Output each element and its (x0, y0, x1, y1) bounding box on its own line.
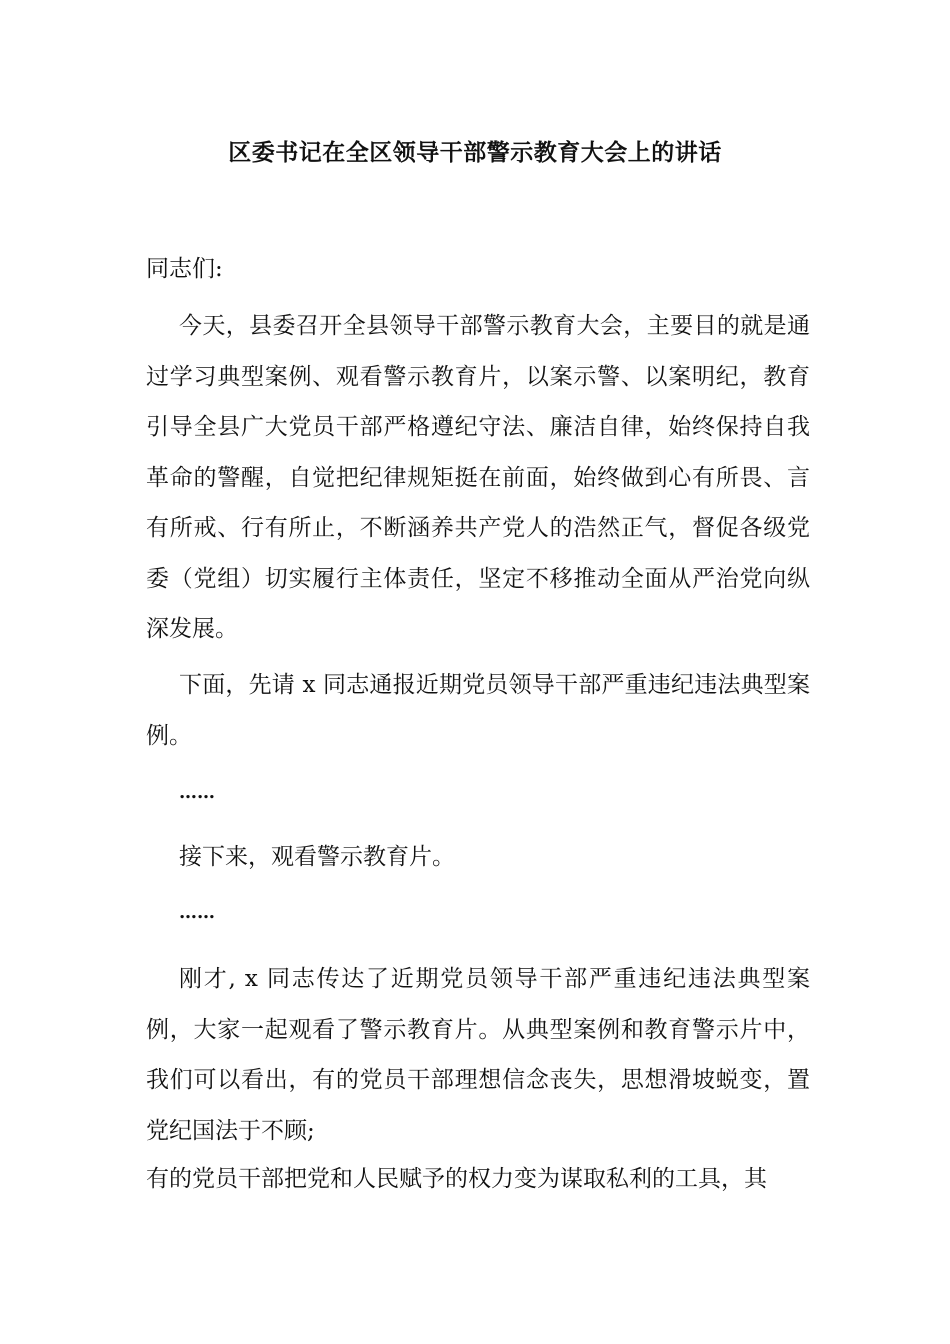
ellipsis-1: …… (179, 782, 215, 803)
ellipsis-2: …… (179, 902, 215, 923)
document-title: 区委书记在全区领导干部警示教育大会上的讲话 (228, 140, 722, 166)
paragraph-video: 接下来，观看警示教育片。 (179, 844, 455, 870)
paragraph-continued: 有的党员干部把党和人民赋予的权力变为谋取私利的工具，其 (146, 1166, 767, 1192)
paragraph-case-report: 下面，先请 x 同志通报近期党员领导干部严重违纪违法典型案例。 (146, 672, 810, 749)
paragraph-summary: 刚才, x 同志传达了近期党员领导干部严重违纪违法典型案例，大家一起观看了警示教育片。从典型案例和教育警示片中，我们可以看出，有的党员干部理想信念丧失，思想滑坡蜕变，置党纪国法于不顾; (146, 966, 810, 1144)
salutation: 同志们: (146, 256, 223, 282)
paragraph-intro: 今天，县委召开全县领导干部警示教育大会，主要目的就是通过学习典型案例、观看警示教育片，以案示警、以案明纪，教育引导全县广大党员干部严格遵纪守法、廉洁自律，始终保持自我革命的警醒，自觉把纪律规矩挺在前面，始终做到心有所畏、言有所戒、行有所止，不断涵养共产党人的浩然正气，督促各级党委（党组）切实履行主体责任，坚定不移推动全面从严治党向纵深发展。 (146, 313, 810, 642)
